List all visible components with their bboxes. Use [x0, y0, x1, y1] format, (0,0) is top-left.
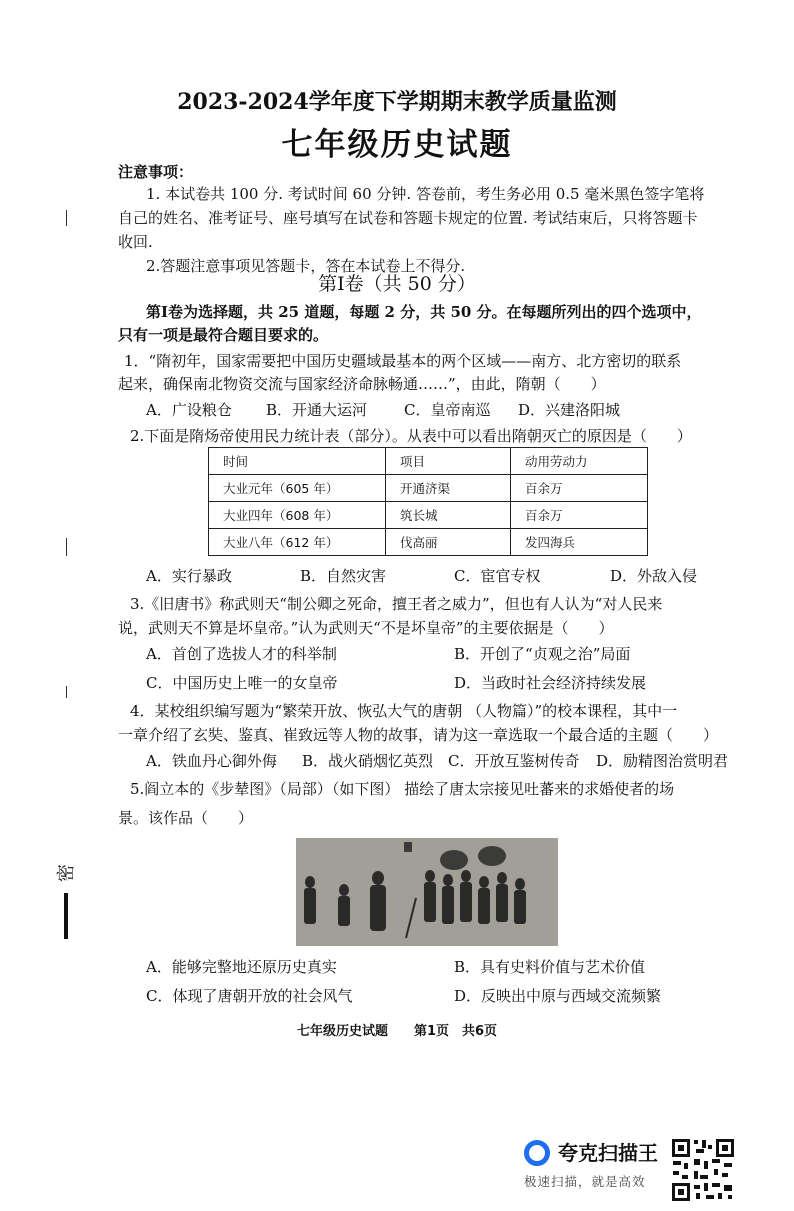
binding-mark: [66, 686, 67, 698]
table-cell: 伐高丽: [386, 529, 511, 556]
q3-stem-line-1: 3.《旧唐书》称武则天“制公卿之死命，擅王者之威力”，但也有人认为“对人民来: [130, 595, 663, 613]
q1-option-d: D．兴建洛阳城: [518, 401, 621, 419]
q3-option-a: A．首创了选拔人才的科举制: [146, 645, 337, 663]
table-row: [209, 475, 648, 502]
q1-stem-line-1: 1．“隋初年，国家需要把中国历史疆域最基本的两个区域——南方、北方密切的联系: [124, 352, 682, 370]
painting-drawing: [296, 838, 558, 946]
scanner-app-name: 夸克扫描王: [558, 1141, 658, 1165]
scanner-logo-icon: [524, 1140, 550, 1166]
qr-code-icon: [670, 1137, 736, 1203]
section-intro-line-2: 只有一项是最符合题目要求的。: [118, 326, 329, 344]
exam-session-title: 2023-2024学年度下学期期末教学质量监测: [177, 89, 617, 115]
table-cell: 筑长城: [386, 502, 511, 529]
notice-heading: 注意事项：: [118, 163, 194, 181]
painting-seal: [404, 842, 412, 852]
table-header-row: [209, 448, 648, 475]
q5-option-d: D．反映出中原与西域交流频繁: [454, 987, 662, 1005]
q1-option-a: A．广设粮仓: [146, 401, 232, 419]
table-header-cell: 项目: [386, 448, 511, 475]
q4-option-c: C．开放互鉴树传奇: [448, 752, 580, 770]
q4-option-a: A．铁血丹心御外侮: [146, 752, 277, 770]
binding-seal-char: 密: [56, 864, 77, 882]
notice-item-2: 2.答题注意事项见答题卡，答在本试卷上不得分.: [146, 257, 466, 275]
q1-option-b: B．开通大运河: [266, 401, 368, 419]
q4-option-d: D．励精图治赏明君: [596, 752, 729, 770]
q3-option-d: D．当政时社会经济持续发展: [454, 674, 647, 692]
notice-item-1-line-1: 1. 本试卷共 100 分. 考试时间 60 分钟. 答卷前，考生务必用 0.5 毫米黑色签字笔将: [146, 185, 705, 203]
q5-option-a: A．能够完整地还原历史真实: [146, 958, 337, 976]
q4-stem-line-2: 一章介绍了玄奘、鉴真、崔致远等人物的故事，请为这一章选取一个最合适的主题（ ）: [118, 726, 719, 744]
exam-subject-title: 七年级历史试题: [281, 127, 513, 163]
table-row: [209, 502, 648, 529]
q5-stem-line-2: 景。该作品（ ）: [118, 809, 254, 827]
q5-option-c: C．体现了唐朝开放的社会风气: [146, 987, 353, 1005]
q3-option-b: B．开创了“贞观之治”局面: [454, 645, 631, 663]
q2-option-c: C．宦官专权: [454, 567, 541, 585]
scanner-slogan: 极速扫描，就是高效: [524, 1174, 646, 1189]
q5-stem-line-1: 5.阎立本的《步辇图》（局部）（如下图） 描绘了唐太宗接见吐蕃来的求婚使者的场: [130, 780, 675, 798]
q4-option-b: B．战火硝烟忆英烈: [302, 752, 434, 770]
binding-mark: [66, 210, 67, 226]
q2-stem: 2.下面是隋炀帝使用民力统计表（部分）。从表中可以看出隋朝灭亡的原因是（ ）: [130, 427, 692, 445]
table-cell: 百余万: [511, 502, 648, 529]
notice-item-1-line-3: 收回.: [118, 233, 153, 251]
table-row: [209, 529, 648, 556]
page-footer: 七年级历史试题 第1页 共6页: [296, 1024, 498, 1039]
q1-stem-line-2: 起来，确保南北物资交流与国家经济命脉畅通……”，由此，隋朝（ ）: [118, 375, 606, 393]
q2-option-b: B．自然灾害: [300, 567, 387, 585]
section-title: 第Ⅰ卷（共 50 分）: [318, 273, 476, 295]
binding-mark: [66, 538, 67, 556]
table-cell: 百余万: [511, 475, 648, 502]
table-cell: 发四海兵: [511, 529, 648, 556]
table-cell: 大业四年（608 年）: [209, 502, 386, 529]
q2-option-d: D．外敌入侵: [610, 567, 698, 585]
notice-item-1-line-2: 自己的姓名、准考证号、座号填写在试卷和答题卡规定的位置. 考试结束后，只将答题卡: [118, 209, 698, 227]
table-header-cell: 时间: [209, 448, 386, 475]
q3-stem-line-2: 说，武则天不算是坏皇帝。”认为武则天“不是坏皇帝”的主要依据是（ ）: [118, 619, 614, 637]
q4-stem-line-1: 4．某校组织编写题为“繁荣开放、恢弘大气的唐朝 （人物篇）”的校本课程，其中一: [130, 702, 678, 720]
table-cell: 开通济渠: [386, 475, 511, 502]
binding-bar: [64, 893, 68, 939]
q2-option-a: A．实行暴政: [146, 567, 232, 585]
table-cell: 大业元年（605 年）: [209, 475, 386, 502]
table-header-cell: 动用劳动力: [511, 448, 648, 475]
q1-option-c: C．皇帝南巡: [404, 401, 491, 419]
q3-option-c: C．中国历史上唯一的女皇帝: [146, 674, 338, 692]
painting-illustration: [296, 838, 558, 946]
q2-labor-table: [208, 447, 648, 556]
table-cell: 大业八年（612 年）: [209, 529, 386, 556]
section-intro-line-1: 第Ⅰ卷为选择题，共 25 道题，每题 2 分，共 50 分。在每题所列出的四个选项中，: [146, 303, 702, 321]
q5-option-b: B．具有史料价值与艺术价值: [454, 958, 646, 976]
